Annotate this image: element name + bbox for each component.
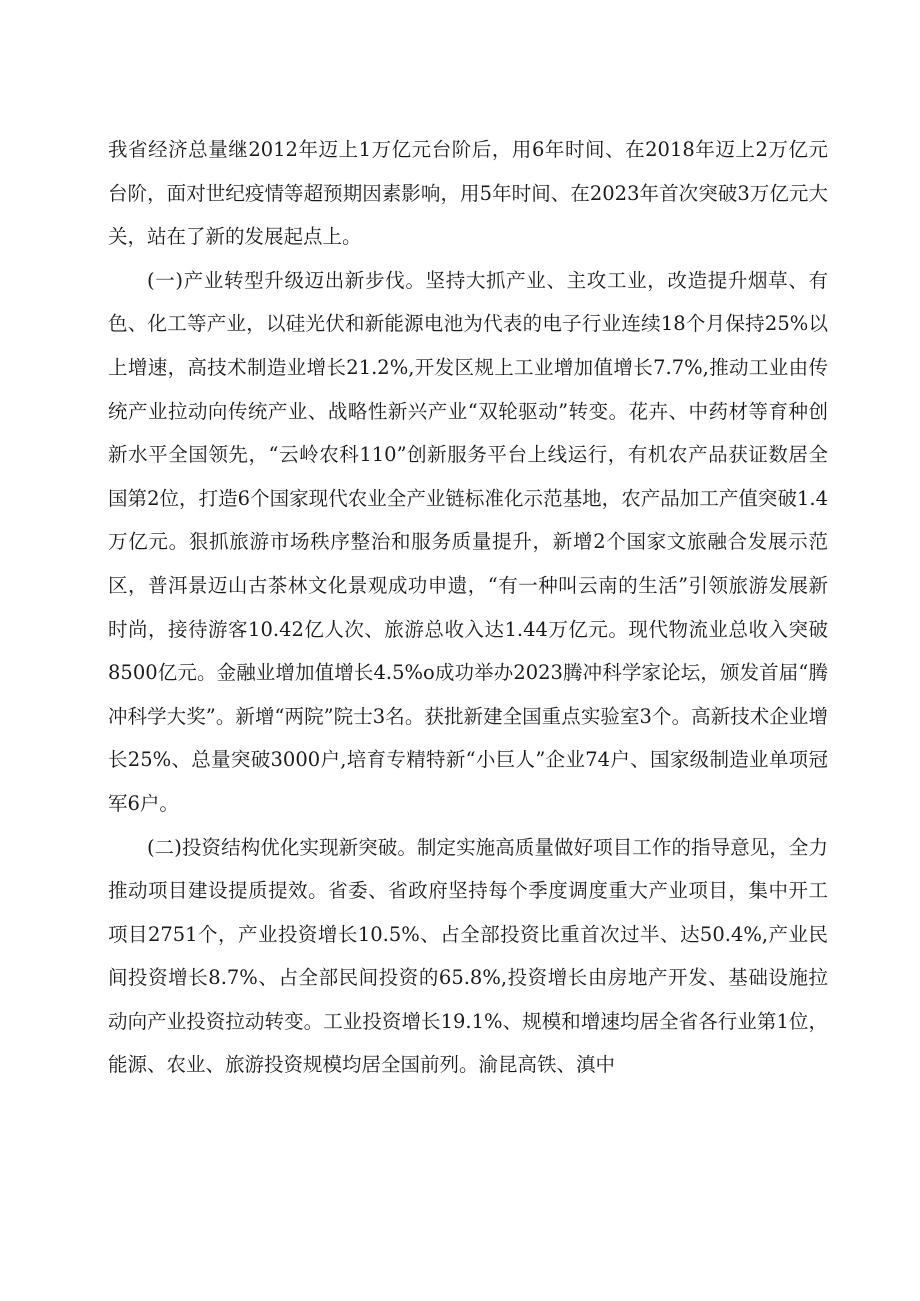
paragraph-economy-total: 我省经济总量继2012年迈上1万亿元台阶后，用6年时间、在2018年迈上2万亿元台阶，面对世纪疫情等超预期因素影响，用5年时间、在2023年首次突破3万亿元大关，站在了新的发展起点上。 xyxy=(108,138,828,249)
document-body xyxy=(108,128,828,1087)
paragraph-industry-transformation: (一)产业转型升级迈出新步伐。坚持大抓产业、主攻工业，改造提升烟草、有色、化工等产业，以硅光伏和新能源电池为代表的电子行业连续18个月保持25%以上增速，高技术制造业增长21.2%,开发区规上工业增加值增长7.7%,推动工业由传统产业拉动向传统产业、战略性新兴产业“双轮驱动”转变。花卉、中药材等育种创新水平全国领先，“云岭农科110”创新服务平台上线运行，有机农产品获证数居全国第2位，打造6个国家现代农业全产业链标准化示范基地，农产品加工产值突破1.4万亿元。狠抓旅游市场秩序整治和服务质量提升，新增2个国家文旅融合发展示范区，普洱景迈山古茶林文化景观成功申遗，“有一种叫云南的生活”引领旅游发展新时尚，接待游客10.42亿人次、旅游总收入达1.44万亿元。现代物流业总收入突破8500亿元。金融业增加值增长4.5%o成功举办2023腾冲科学家论坛，颁发首届“腾冲科学大奖”。新增“两院”院士3名。获批新建全国重点实验室3个。高新技术企业增长25%、总量突破3000户,培育专精特新“小巨人”企业74户、国家级制造业单项冠军6户。 xyxy=(108,268,828,815)
paragraph-investment-structure: (二)投资结构优化实现新突破。制定实施高质量做好项目工作的指导意见，全力推动项目建设提质提效。省委、省政府坚持每个季度调度重大产业项目，集中开工项目2751个，产业投资增长10.5%、占全部投资比重首次过半、达50.4%,产业民间投资增长8.7%、占全部民间投资的65.8%,投资增长由房地产开发、基础设施拉动向产业投资拉动转变。工业投资增长19.1%、规模和增速均居全省各行业第1位，能源、农业、旅游投资规模均居全国前列。渝昆高铁、滇中 xyxy=(108,835,828,1077)
